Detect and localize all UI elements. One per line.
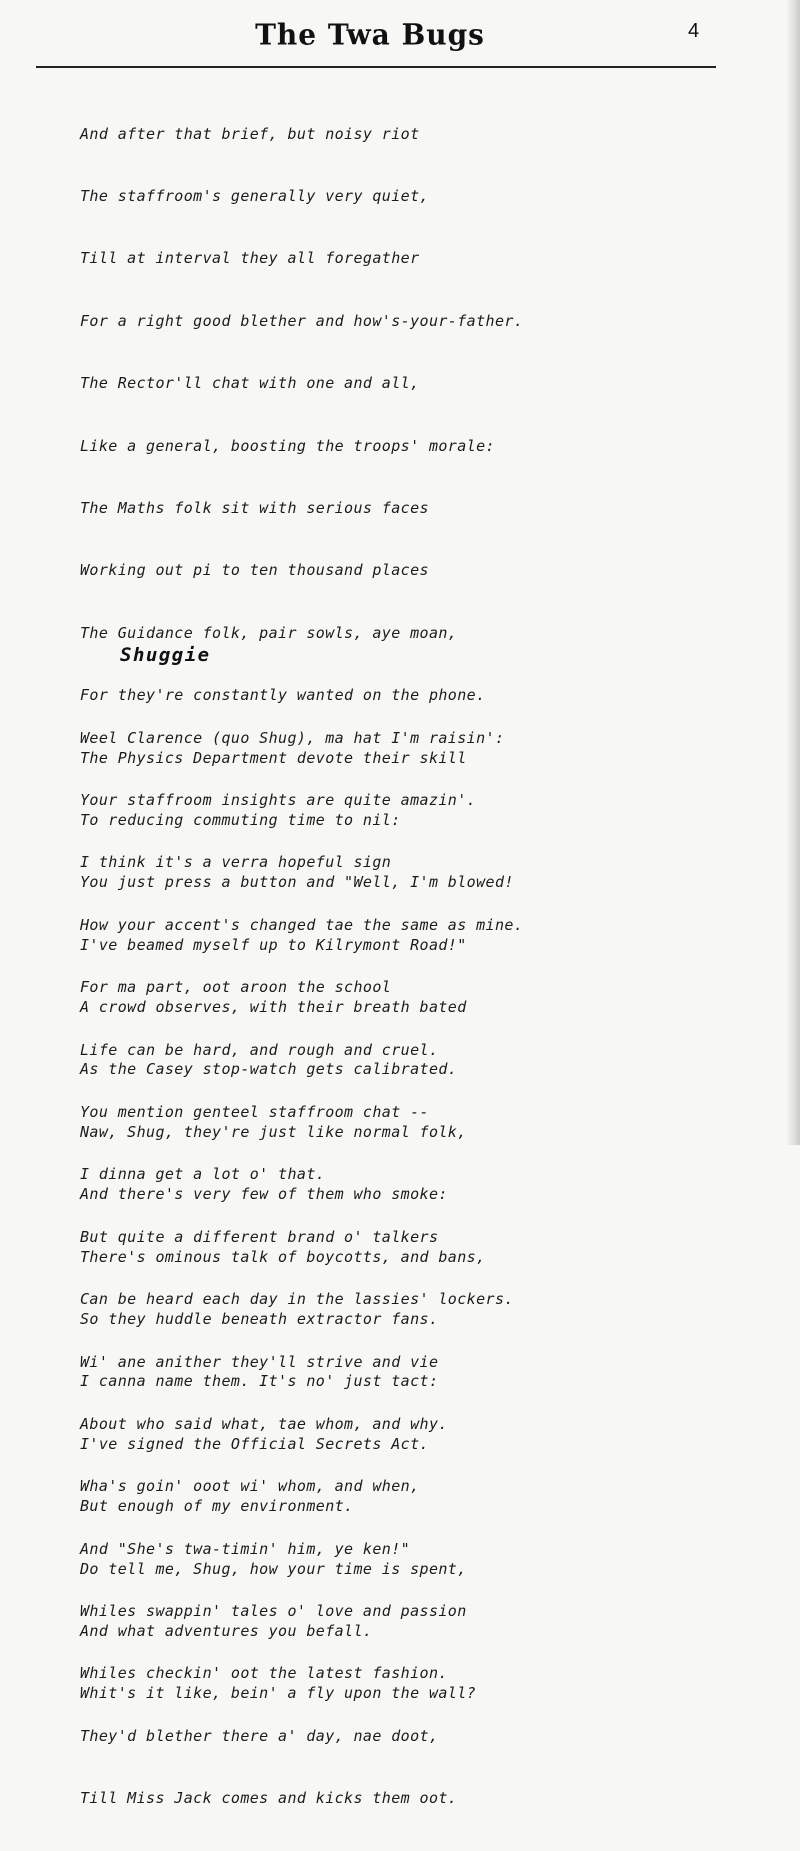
verse-line: But quite a different brand o' talkers — [80, 1227, 439, 1246]
running-header-title: The Twa Bugs — [255, 17, 485, 52]
verse-shuggie — [80, 686, 740, 1851]
verse-line: I think it's a verra hopeful sign — [80, 853, 392, 872]
verse-line: You just press a button and "Well, I'm blowed! — [80, 873, 514, 892]
page-edge-shadow — [786, 0, 800, 1145]
verse-line: And there's very few of them who smoke: — [80, 1185, 448, 1204]
verse-line: To reducing commuting time to nil: — [80, 810, 401, 829]
verse-line: Like a general, boosting the troops' morale: — [80, 436, 495, 455]
verse-line: For a right good blether and how's-your-father. — [80, 311, 524, 330]
verse-line: Till Miss Jack comes and kicks them oot. — [80, 1789, 458, 1808]
verse-line: The staffroom's generally very quiet, — [80, 186, 429, 205]
verse-line: Naw, Shug, they're just like normal folk, — [80, 1122, 467, 1141]
verse-line: I've beamed myself up to Kilrymont Road!" — [80, 935, 467, 954]
verse-line: Working out pi to ten thousand places — [80, 561, 429, 580]
verse-line: Your staffroom insights are quite amazin'. — [80, 790, 477, 809]
verse-line: A crowd observes, with their breath bated — [80, 998, 467, 1017]
verse-line: The Maths folk sit with serious faces — [80, 498, 429, 517]
verse-line: Can be heard each day in the lassies' lockers. — [80, 1290, 514, 1309]
verse-line: But enough of my environment. — [80, 1497, 354, 1516]
verse-line: Wha's goin' ooot wi' whom, and when, — [80, 1477, 420, 1496]
verse-line: I dinna get a lot o' that. — [80, 1165, 326, 1184]
verse-line: Weel Clarence (quo Shug), ma hat I'm raisin': — [80, 728, 505, 747]
verse-line: Whit's it like, bein' a fly upon the wall? — [80, 1684, 477, 1703]
page-number: 4 — [688, 20, 700, 42]
verse-line: For they're constantly wanted on the phone. — [80, 686, 486, 705]
section-heading-shuggie: Shuggie — [120, 644, 211, 666]
verse-line: The Rector'll chat with one and all, — [80, 374, 420, 393]
verse-line: As the Casey stop-watch gets calibrated. — [80, 1060, 458, 1079]
verse-line: And "She's twa-timin' him, ye ken!" — [80, 1539, 411, 1558]
verse-line: I canna name them. It's no' just tact: — [80, 1372, 439, 1391]
verse-line: You mention genteel staffroom chat -- — [80, 1102, 429, 1121]
verse-line: And after that brief, but noisy riot — [80, 124, 420, 143]
verse-line: Till at interval they all foregather — [80, 249, 420, 268]
verse-line: The Guidance folk, pair sowls, aye moan, — [80, 623, 458, 642]
verse-line: Whiles swappin' tales o' love and passion — [80, 1602, 467, 1621]
verse-line: About who said what, tae whom, and why. — [80, 1414, 448, 1433]
verse-line: How your accent's changed tae the same as mine. — [80, 915, 524, 934]
verse-line: So they huddle beneath extractor fans. — [80, 1310, 439, 1329]
verse-line: The Physics Department devote their skill — [80, 748, 467, 767]
verse-line: They'd blether there a' day, nae doot, — [80, 1726, 439, 1745]
verse-line: There's ominous talk of boycotts, and bans, — [80, 1247, 486, 1266]
verse-line: Do tell me, Shug, how your time is spent, — [80, 1559, 467, 1578]
verse-line: Whiles checkin' oot the latest fashion. — [80, 1664, 448, 1683]
verse-line: For ma part, oot aroon the school — [80, 978, 392, 997]
verse-line: Wi' ane anither they'll strive and vie — [80, 1352, 439, 1371]
verse-line: And what adventures you befall. — [80, 1621, 373, 1640]
verse-line: I've signed the Official Secrets Act. — [80, 1434, 429, 1453]
verse-line: Life can be hard, and rough and cruel. — [80, 1040, 439, 1059]
header-rule — [36, 66, 716, 68]
